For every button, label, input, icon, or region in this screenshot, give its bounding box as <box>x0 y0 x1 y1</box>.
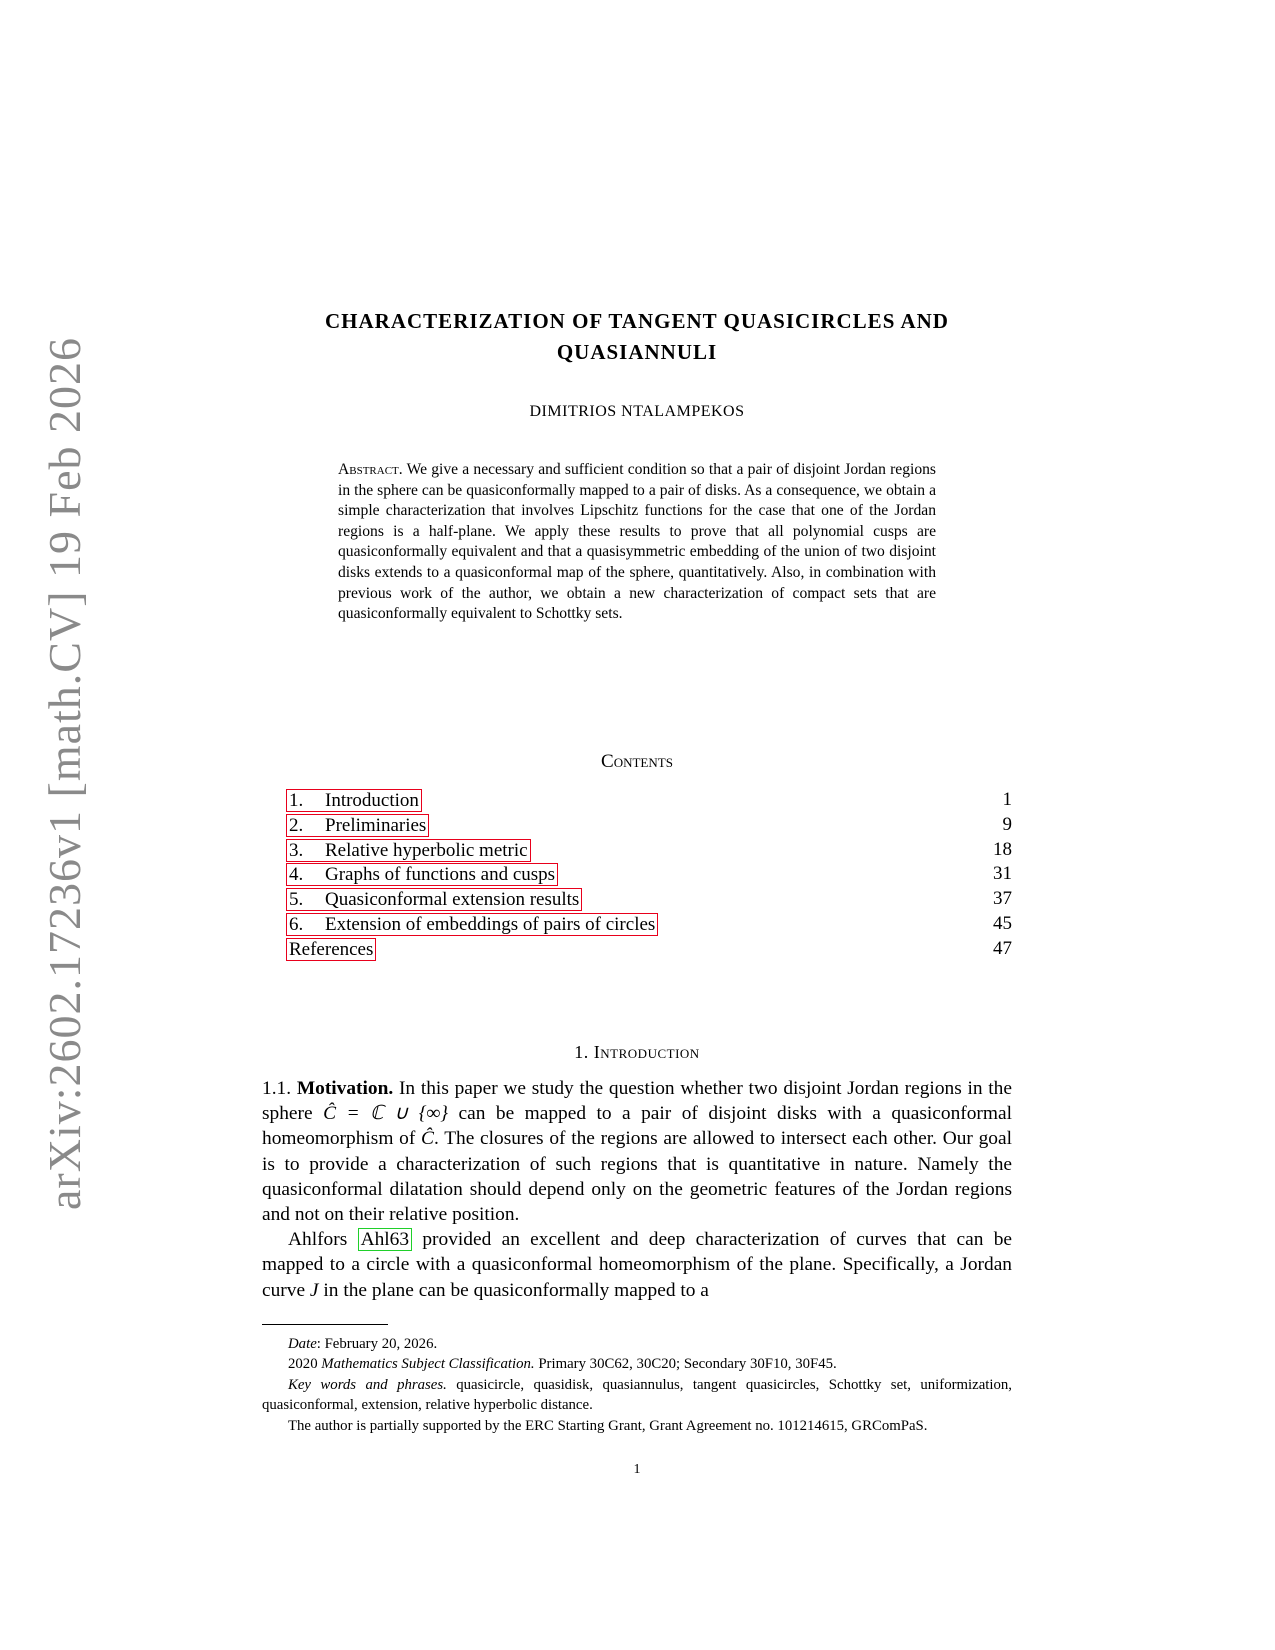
toc-number: 6. <box>289 913 304 935</box>
paragraph-text: in the plane can be quasiconformally mapped to a <box>323 1279 709 1301</box>
subsection-number: 1.1. <box>262 1078 292 1099</box>
math-sphere-symbol: Ĉ <box>421 1128 434 1150</box>
toc-number: 3. <box>289 839 304 861</box>
table-of-contents <box>286 788 1012 962</box>
toc-label: Preliminaries <box>325 814 427 836</box>
math-variable-j: J <box>309 1279 319 1301</box>
toc-page-number: 18 <box>993 838 1012 860</box>
footnote-label: Date <box>288 1336 317 1352</box>
contents-heading: Contents <box>601 751 673 772</box>
toc-label: Extension of embeddings of pairs of circles <box>325 913 656 935</box>
toc-label: Relative hyperbolic metric <box>325 839 528 861</box>
toc-label: Graphs of functions and cusps <box>325 864 556 886</box>
abstract-label: Abstract. <box>338 461 403 478</box>
toc-label: Quasiconformal extension results <box>325 889 580 911</box>
footnote-label: Key words and phrases. <box>288 1376 447 1393</box>
toc-label: References <box>289 938 374 960</box>
footnote-text: Primary 30C62, 30C20; Secondary 30F10, 30F45. <box>538 1356 837 1373</box>
toc-number: 1. <box>289 790 304 811</box>
toc-link-graphs-of-functions[interactable] <box>286 863 558 886</box>
introduction-body <box>262 1076 1012 1303</box>
toc-entry <box>286 813 1012 838</box>
title-line-2: QUASIANNULI <box>556 340 718 364</box>
footnote-keywords <box>262 1375 1012 1416</box>
toc-entry <box>286 838 1012 863</box>
toc-link-quasiconformal-extension[interactable] <box>286 888 582 911</box>
toc-page-number: 37 <box>993 888 1012 910</box>
toc-number: 5. <box>289 889 304 911</box>
paragraph-text: In this paper we study the question whether two disjoint Jordan regions in the sphere <box>262 1078 1012 1125</box>
paragraph-text: . The closures of the regions are allowed to intersect each other. Our goal is to provide a characterization of such regions that is quantitative in nature. Namely the quasiconformal dilatation should depend only on the geometric features of the Jordan regions and not on their relative position. <box>262 1128 1012 1226</box>
page-number: 1 <box>633 1462 641 1477</box>
toc-label: Introduction <box>325 790 419 811</box>
toc-entry <box>286 912 1012 937</box>
citation-link-ahl63[interactable]: Ahl63 <box>358 1228 412 1251</box>
section-heading-introduction: 1. Introduction <box>574 1042 700 1062</box>
footnote-label: Mathematics Subject Classification. <box>321 1356 535 1373</box>
toc-entry <box>286 887 1012 912</box>
toc-page-number: 31 <box>993 863 1012 885</box>
footnote-divider <box>262 1324 388 1325</box>
footnotes <box>262 1334 1012 1436</box>
toc-entry <box>286 862 1012 887</box>
paragraph-text: Ahlfors <box>288 1229 348 1251</box>
footnote-text: 2020 <box>288 1356 318 1373</box>
math-riemann-sphere: Ĉ = ℂ ∪ {∞} <box>323 1103 449 1125</box>
toc-link-references[interactable] <box>286 938 376 961</box>
toc-entry <box>286 937 1012 962</box>
footnote-text: The author is partially supported by the ERC Starting Grant, Grant Agreement no. 101214615, GRComPaS. <box>288 1417 928 1434</box>
footnote-support <box>262 1416 1012 1436</box>
toc-number: 4. <box>289 864 304 886</box>
toc-number: 2. <box>289 814 304 836</box>
toc-link-introduction[interactable] <box>286 789 422 812</box>
footnote-text: quasicircle, quasidisk, quasiannulus, tangent quasicircles, Schottky set, uniformization, quasiconformal, extension, relative hyperbolic distance. <box>262 1376 1012 1414</box>
abstract <box>338 460 936 625</box>
arxiv-identifier-stamp: arXiv:2602.17236v1 [math.CV] 19 Feb 2026 <box>39 336 90 1210</box>
author-name: DIMITRIOS NTALAMPEKOS <box>529 403 745 420</box>
toc-link-relative-hyperbolic-metric[interactable] <box>286 839 531 862</box>
toc-page-number: 45 <box>993 912 1012 934</box>
toc-link-extension-of-embeddings[interactable] <box>286 913 658 936</box>
paragraph-motivation <box>262 1076 1012 1227</box>
toc-link-preliminaries[interactable] <box>286 814 429 837</box>
paragraph-text: provided an excellent and deep characterization of curves that can be mapped to a circle with a quasiconformal homeomorphism of the plane. Specifically, a Jordan curve <box>262 1229 1012 1301</box>
paper-title <box>262 306 1012 368</box>
abstract-text: We give a necessary and sufficient condition so that a pair of disjoint Jordan regions in the sphere can be quasiconformally mapped to a pair of disks. As a consequence, we obtain a simple characterization that involves Lipschitz functions for the case that one of the Jordan regions is a half-plane. We apply these results to prove that all polynomial cusps are quasiconformally equivalent and that a quasisymmetric embedding of the union of two disjoint disks extends to a quasiconformal map of the sphere, quantitatively. Also, in combination with previous work of the author, we obtain a new characterization of compact sets that are quasiconformally equivalent to Schottky sets. <box>338 461 936 623</box>
subsection-title: Motivation. <box>296 1078 394 1099</box>
paragraph-text: can be mapped to a pair of disjoint disks with a quasiconformal homeomorphism of <box>262 1103 1012 1150</box>
paragraph-ahlfors <box>262 1227 1012 1303</box>
footnote-msc <box>262 1354 1012 1374</box>
toc-page-number: 47 <box>993 937 1012 959</box>
toc-entry <box>286 788 1012 813</box>
toc-page-number: 9 <box>1002 813 1012 835</box>
footnote-date <box>262 1334 1012 1354</box>
footnote-text: : February 20, 2026. <box>316 1336 438 1352</box>
toc-page-number: 1 <box>1002 789 1012 810</box>
title-line-1: CHARACTERIZATION OF TANGENT QUASICIRCLES AND <box>325 309 949 333</box>
